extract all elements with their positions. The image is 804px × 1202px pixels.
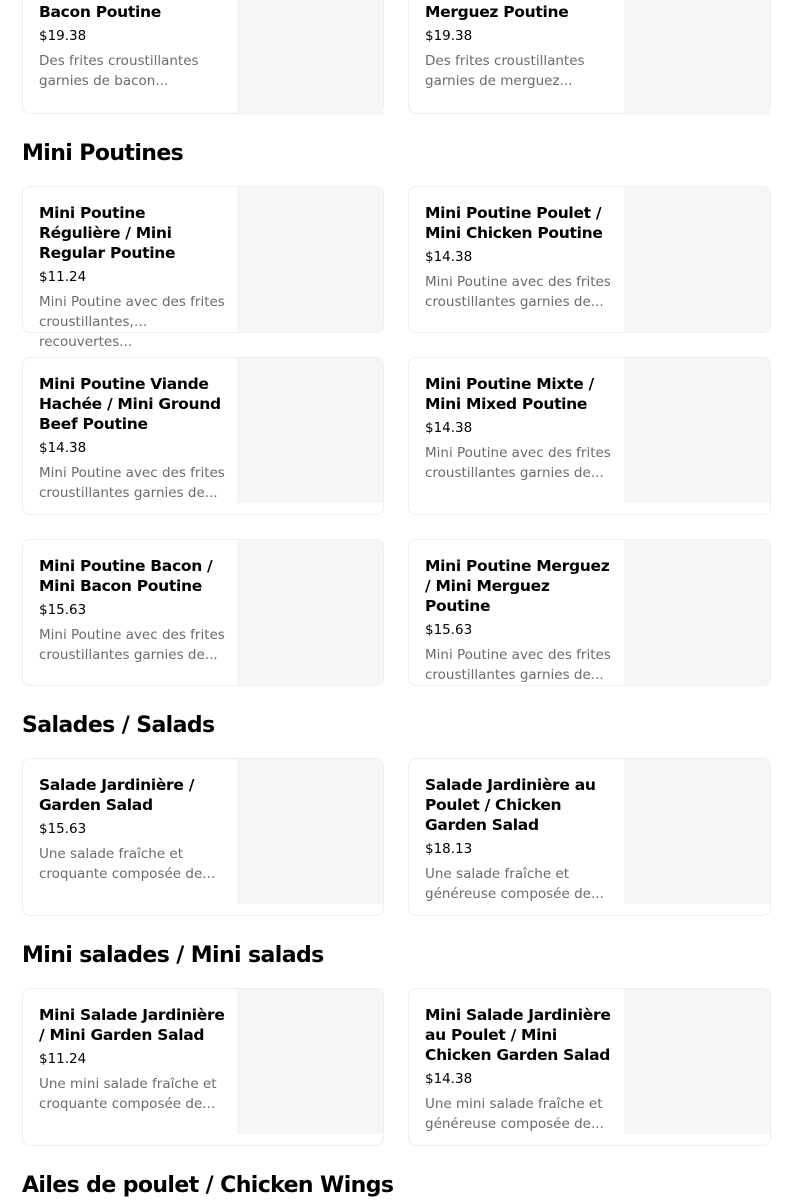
section-title: Mini salades / Mini salads <box>22 943 324 968</box>
menu-item-text <box>425 203 613 312</box>
menu-item-image <box>237 759 383 904</box>
menu-item-description: Mini Poutine avec des frites croustillantes garnies de... <box>425 445 611 481</box>
menu-item-price: $11.24 <box>39 269 87 285</box>
menu-item-description: Mini Poutine avec des frites croustillantes garnies de... <box>39 627 225 663</box>
menu-item-price: $14.38 <box>425 420 473 436</box>
section-title: Mini Poutines <box>22 141 184 166</box>
menu-item-price: $19.38 <box>425 28 473 44</box>
menu-item-image <box>237 358 383 503</box>
menu-item-card[interactable] <box>408 539 771 686</box>
menu-item-card[interactable] <box>22 988 384 1146</box>
menu-item-name: Salade Jardinière / Garden Salad <box>39 776 195 814</box>
menu-item-name: Mini Poutine Poulet / Mini Chicken Poutine <box>425 204 603 242</box>
menu-item-image <box>624 358 770 503</box>
menu-item-text <box>425 556 613 685</box>
menu-item-image <box>237 187 383 332</box>
menu-item-text <box>39 556 227 665</box>
menu-item-price: $15.63 <box>39 602 87 618</box>
menu-item-description: Des frites croustillantes garnies de merguez... <box>425 53 585 89</box>
menu-item-name: Mini Poutine Bacon / Mini Bacon Poutine <box>39 557 213 595</box>
menu-item-text <box>39 775 227 884</box>
menu-item-name: Mini Poutine Viande Hachée / Mini Ground Beef Poutine <box>39 375 221 433</box>
menu-item-text <box>39 374 227 503</box>
menu-item-description: Une mini salade fraîche et généreuse composée de... <box>425 1096 604 1132</box>
menu-item-description: Mini Poutine avec des frites croustillantes, recouvertes... <box>39 294 225 350</box>
menu-item-price: $14.38 <box>39 440 87 456</box>
menu-item-price: $15.63 <box>39 821 87 837</box>
menu-item-description: Mini Poutine avec des frites croustillantes garnies de... <box>425 274 611 310</box>
menu-item-name: Mini Poutine Merguez / Mini Merguez Poutine <box>425 557 610 615</box>
menu-item-text <box>39 0 227 91</box>
menu-item-name: Mini Salade Jardinière au Poulet / Mini Chicken Garden Salad <box>425 1006 611 1064</box>
menu-item-price: $19.38 <box>39 28 87 44</box>
menu-item-card[interactable] <box>22 357 384 515</box>
menu-item-description: Une mini salade fraîche et croquante composée de... <box>39 1076 217 1112</box>
menu-item-card[interactable] <box>22 539 384 686</box>
menu-item-name: Salade Jardinière au Poulet / Chicken Garden Salad <box>425 776 596 834</box>
menu-item-text <box>425 1005 613 1134</box>
menu-item-image <box>624 989 770 1134</box>
menu-item-text <box>425 374 613 483</box>
menu-item-card[interactable] <box>408 0 771 114</box>
menu-item-name: Mini Poutine Mixte / Mini Mixed Poutine <box>425 375 594 413</box>
menu-item-card[interactable] <box>408 758 771 916</box>
section-title: Salades / Salads <box>22 713 215 738</box>
menu-item-price: $15.63 <box>425 622 473 638</box>
menu-item-image <box>237 0 383 115</box>
menu-item-description: Des frites croustillantes garnies de bacon... <box>39 53 199 89</box>
menu-item-card[interactable] <box>408 186 771 333</box>
menu-item-description: Une salade fraîche et croquante composée de... <box>39 846 216 882</box>
menu-item-image <box>624 759 770 904</box>
menu-item-price: $14.38 <box>425 1071 473 1087</box>
menu-item-image <box>237 540 383 685</box>
menu-item-text <box>425 0 613 91</box>
menu-item-name: Bacon Poutine <box>39 3 161 21</box>
menu-item-text <box>425 775 613 904</box>
menu-item-name: Merguez Poutine <box>425 3 569 21</box>
menu-item-description: Mini Poutine avec des frites croustillantes garnies de... <box>39 465 225 501</box>
menu-item-card[interactable] <box>22 186 384 350</box>
menu-item-text <box>39 1005 227 1114</box>
menu-item-image <box>624 0 770 115</box>
menu-item-card[interactable] <box>408 357 771 515</box>
menu-item-card[interactable] <box>22 758 384 916</box>
menu-item-name: Mini Poutine Régulière / Mini Regular Poutine <box>39 204 176 262</box>
menu-item-price: $18.13 <box>425 841 473 857</box>
section-title: Ailes de poulet / Chicken Wings <box>22 1173 394 1198</box>
menu-item-image <box>624 187 770 332</box>
menu-item-card[interactable] <box>22 0 384 114</box>
menu-item-card[interactable] <box>408 988 771 1146</box>
menu-item-image <box>237 989 383 1134</box>
menu-item-name: Mini Salade Jardinière / Mini Garden Salad <box>39 1006 225 1044</box>
menu-item-description: Une salade fraîche et généreuse composée de... <box>425 866 604 902</box>
menu-item-text <box>39 203 227 350</box>
menu-item-price: $14.38 <box>425 249 473 265</box>
menu-item-image <box>624 540 770 685</box>
menu-item-description: Mini Poutine avec des frites croustillantes garnies de... <box>425 647 611 683</box>
menu-item-price: $11.24 <box>39 1051 87 1067</box>
